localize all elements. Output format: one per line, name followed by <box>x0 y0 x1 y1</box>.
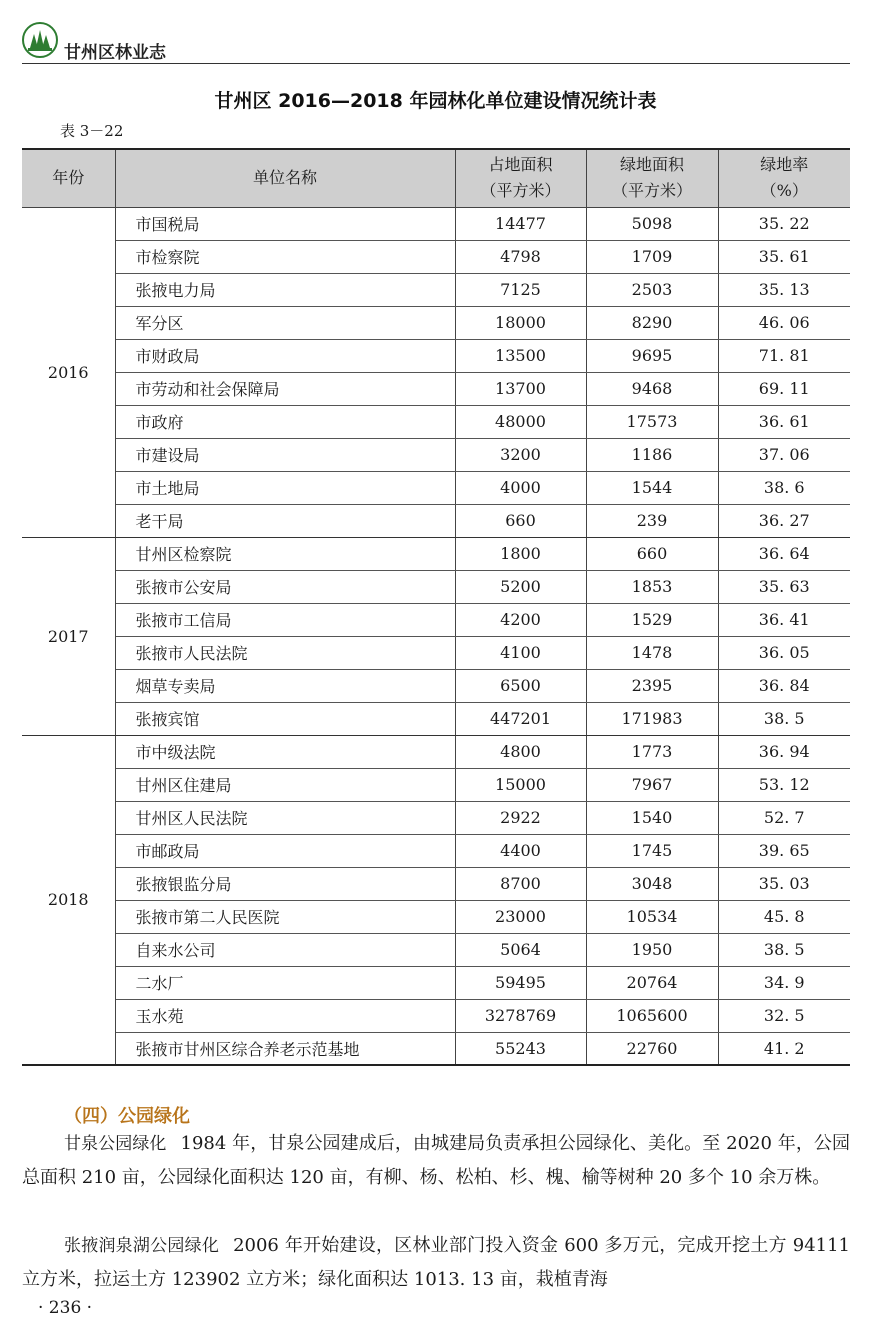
table-row <box>22 471 850 504</box>
unit-cell: 军分区 <box>115 306 455 339</box>
green-rate-cell: 53. 12 <box>718 768 850 801</box>
area-cell: 2922 <box>455 801 586 834</box>
table-row <box>22 900 850 933</box>
area-cell: 23000 <box>455 900 586 933</box>
green-area-cell: 1529 <box>586 603 718 636</box>
area-cell: 4400 <box>455 834 586 867</box>
green-rate-cell: 52. 7 <box>718 801 850 834</box>
paragraph <box>22 1229 850 1297</box>
year-cell: 2018 <box>22 735 115 1065</box>
table-row <box>22 372 850 405</box>
unit-cell: 甘州区检察院 <box>115 537 455 570</box>
table-row <box>22 735 850 768</box>
paragraph-lead: 张掖润泉湖公园绿化 <box>64 1236 220 1256</box>
area-cell: 660 <box>455 504 586 537</box>
green-area-cell: 1745 <box>586 834 718 867</box>
table-row <box>22 768 850 801</box>
unit-cell: 甘州区住建局 <box>115 768 455 801</box>
area-cell: 4100 <box>455 636 586 669</box>
green-rate-cell: 35. 13 <box>718 273 850 306</box>
table-row <box>22 273 850 306</box>
green-rate-cell: 35. 61 <box>718 240 850 273</box>
paragraph-lead: 甘泉公园绿化 <box>64 1134 167 1154</box>
green-area-cell: 8290 <box>586 306 718 339</box>
area-cell: 48000 <box>455 405 586 438</box>
green-area-cell: 1853 <box>586 570 718 603</box>
green-rate-cell: 37. 06 <box>718 438 850 471</box>
green-area-cell: 1544 <box>586 471 718 504</box>
green-rate-cell: 36. 94 <box>718 735 850 768</box>
green-area-cell: 660 <box>586 537 718 570</box>
table-row <box>22 603 850 636</box>
green-rate-cell: 32. 5 <box>718 999 850 1032</box>
unit-cell: 二水厂 <box>115 966 455 999</box>
area-cell: 4800 <box>455 735 586 768</box>
area-cell: 55243 <box>455 1032 586 1065</box>
table-row <box>22 669 850 702</box>
table-row <box>22 504 850 537</box>
green-rate-cell: 39. 65 <box>718 834 850 867</box>
green-rate-cell: 34. 9 <box>718 966 850 999</box>
green-rate-cell: 38. 6 <box>718 471 850 504</box>
area-cell: 4000 <box>455 471 586 504</box>
unit-cell: 市劳动和社会保障局 <box>115 372 455 405</box>
table-row <box>22 636 850 669</box>
green-rate-cell: 36. 64 <box>718 537 850 570</box>
unit-cell: 市建设局 <box>115 438 455 471</box>
table-row <box>22 207 850 240</box>
year-cell: 2017 <box>22 537 115 735</box>
unit-cell: 自来水公司 <box>115 933 455 966</box>
unit-cell: 市邮政局 <box>115 834 455 867</box>
forest-logo-icon <box>22 22 58 58</box>
green-rate-cell: 36. 61 <box>718 405 850 438</box>
table-row <box>22 306 850 339</box>
area-cell: 14477 <box>455 207 586 240</box>
green-rate-cell: 36. 41 <box>718 603 850 636</box>
page-number: · 236 · <box>38 1298 93 1318</box>
green-rate-cell: 45. 8 <box>718 900 850 933</box>
area-cell: 15000 <box>455 768 586 801</box>
area-cell: 447201 <box>455 702 586 735</box>
unit-cell: 市国税局 <box>115 207 455 240</box>
green-rate-cell: 36. 05 <box>718 636 850 669</box>
green-area-cell: 2395 <box>586 669 718 702</box>
green-area-cell: 1773 <box>586 735 718 768</box>
green-rate-cell: 69. 11 <box>718 372 850 405</box>
unit-cell: 张掖宾馆 <box>115 702 455 735</box>
area-cell: 18000 <box>455 306 586 339</box>
green-rate-cell: 71. 81 <box>718 339 850 372</box>
paragraph-text: 2006 年开始建设，区林业部门投入资金 600 多万元，完成开挖土方 94111 立方米，拉运土方 123902 立方米；绿化面积达 1013. 13 亩，栽植青海 <box>22 1235 851 1290</box>
green-area-cell: 1950 <box>586 933 718 966</box>
unit-cell: 市政府 <box>115 405 455 438</box>
green-area-cell: 9695 <box>586 339 718 372</box>
green-area-cell: 1065600 <box>586 999 718 1032</box>
area-cell: 13500 <box>455 339 586 372</box>
area-cell: 3278769 <box>455 999 586 1032</box>
green-rate-cell: 46. 06 <box>718 306 850 339</box>
green-area-cell: 1709 <box>586 240 718 273</box>
green-rate-cell: 35. 03 <box>718 867 850 900</box>
column-header-green-rate: 绿地率 （%） <box>718 149 850 207</box>
area-cell: 6500 <box>455 669 586 702</box>
unit-cell: 玉水苑 <box>115 999 455 1032</box>
unit-cell: 老干局 <box>115 504 455 537</box>
unit-cell: 市检察院 <box>115 240 455 273</box>
unit-cell: 甘州区人民法院 <box>115 801 455 834</box>
area-cell: 5064 <box>455 933 586 966</box>
table-row <box>22 537 850 570</box>
table-row <box>22 1032 850 1065</box>
unit-cell: 张掖市第二人民医院 <box>115 900 455 933</box>
unit-cell: 张掖电力局 <box>115 273 455 306</box>
unit-cell: 烟草专卖局 <box>115 669 455 702</box>
green-area-cell: 1186 <box>586 438 718 471</box>
statistics-table <box>22 148 850 1066</box>
table-row <box>22 999 850 1032</box>
green-area-cell: 2503 <box>586 273 718 306</box>
table-row <box>22 966 850 999</box>
unit-cell: 张掖市工信局 <box>115 603 455 636</box>
table-row <box>22 834 850 867</box>
green-area-cell: 17573 <box>586 405 718 438</box>
page-header <box>22 22 850 64</box>
green-area-cell: 5098 <box>586 207 718 240</box>
table-row <box>22 570 850 603</box>
table-row <box>22 405 850 438</box>
green-rate-cell: 38. 5 <box>718 933 850 966</box>
area-cell: 7125 <box>455 273 586 306</box>
unit-cell: 张掖市人民法院 <box>115 636 455 669</box>
area-cell: 8700 <box>455 867 586 900</box>
book-title: 甘州区林业志 <box>64 43 166 63</box>
green-area-cell: 9468 <box>586 372 718 405</box>
area-cell: 5200 <box>455 570 586 603</box>
table-row <box>22 801 850 834</box>
green-area-cell: 7967 <box>586 768 718 801</box>
table-row <box>22 339 850 372</box>
unit-cell: 张掖市公安局 <box>115 570 455 603</box>
green-area-cell: 20764 <box>586 966 718 999</box>
paragraph <box>22 1127 850 1195</box>
area-cell: 4200 <box>455 603 586 636</box>
table-row <box>22 867 850 900</box>
green-area-cell: 239 <box>586 504 718 537</box>
area-cell: 1800 <box>455 537 586 570</box>
green-area-cell: 1540 <box>586 801 718 834</box>
green-area-cell: 3048 <box>586 867 718 900</box>
green-area-cell: 171983 <box>586 702 718 735</box>
area-cell: 3200 <box>455 438 586 471</box>
green-area-cell: 22760 <box>586 1032 718 1065</box>
area-cell: 59495 <box>455 966 586 999</box>
green-area-cell: 10534 <box>586 900 718 933</box>
table-number: 表 3－22 <box>60 122 124 140</box>
green-rate-cell: 36. 84 <box>718 669 850 702</box>
green-rate-cell: 35. 22 <box>718 207 850 240</box>
table-row <box>22 702 850 735</box>
section-heading: （四）公园绿化 <box>64 1106 190 1127</box>
table-header-row <box>22 149 850 207</box>
green-area-cell: 1478 <box>586 636 718 669</box>
column-header-unit: 单位名称 <box>115 149 455 207</box>
unit-cell: 市财政局 <box>115 339 455 372</box>
column-header-green-area: 绿地面积 （平方米） <box>586 149 718 207</box>
unit-cell: 市中级法院 <box>115 735 455 768</box>
column-header-year: 年份 <box>22 149 115 207</box>
column-header-area: 占地面积 （平方米） <box>455 149 586 207</box>
table-body <box>22 207 850 1065</box>
area-cell: 4798 <box>455 240 586 273</box>
area-cell: 13700 <box>455 372 586 405</box>
table-row <box>22 933 850 966</box>
unit-cell: 市土地局 <box>115 471 455 504</box>
paragraph-text: 1984 年，甘泉公园建成后，由城建局负责承担公园绿化、美化。至 2020 年，公园总面积 210 亩，公园绿化面积达 120 亩，有柳、杨、松柏、杉、槐、榆等树种 20 多个 10 余万株。 <box>22 1133 851 1188</box>
green-rate-cell: 35. 63 <box>718 570 850 603</box>
unit-cell: 张掖市甘州区综合养老示范基地 <box>115 1032 455 1065</box>
table-title: 甘州区 2016—2018 年园林化单位建设情况统计表 <box>214 90 657 112</box>
table-row <box>22 438 850 471</box>
green-rate-cell: 38. 5 <box>718 702 850 735</box>
green-rate-cell: 41. 2 <box>718 1032 850 1065</box>
year-cell: 2016 <box>22 207 115 537</box>
unit-cell: 张掖银监分局 <box>115 867 455 900</box>
green-rate-cell: 36. 27 <box>718 504 850 537</box>
table-row <box>22 240 850 273</box>
